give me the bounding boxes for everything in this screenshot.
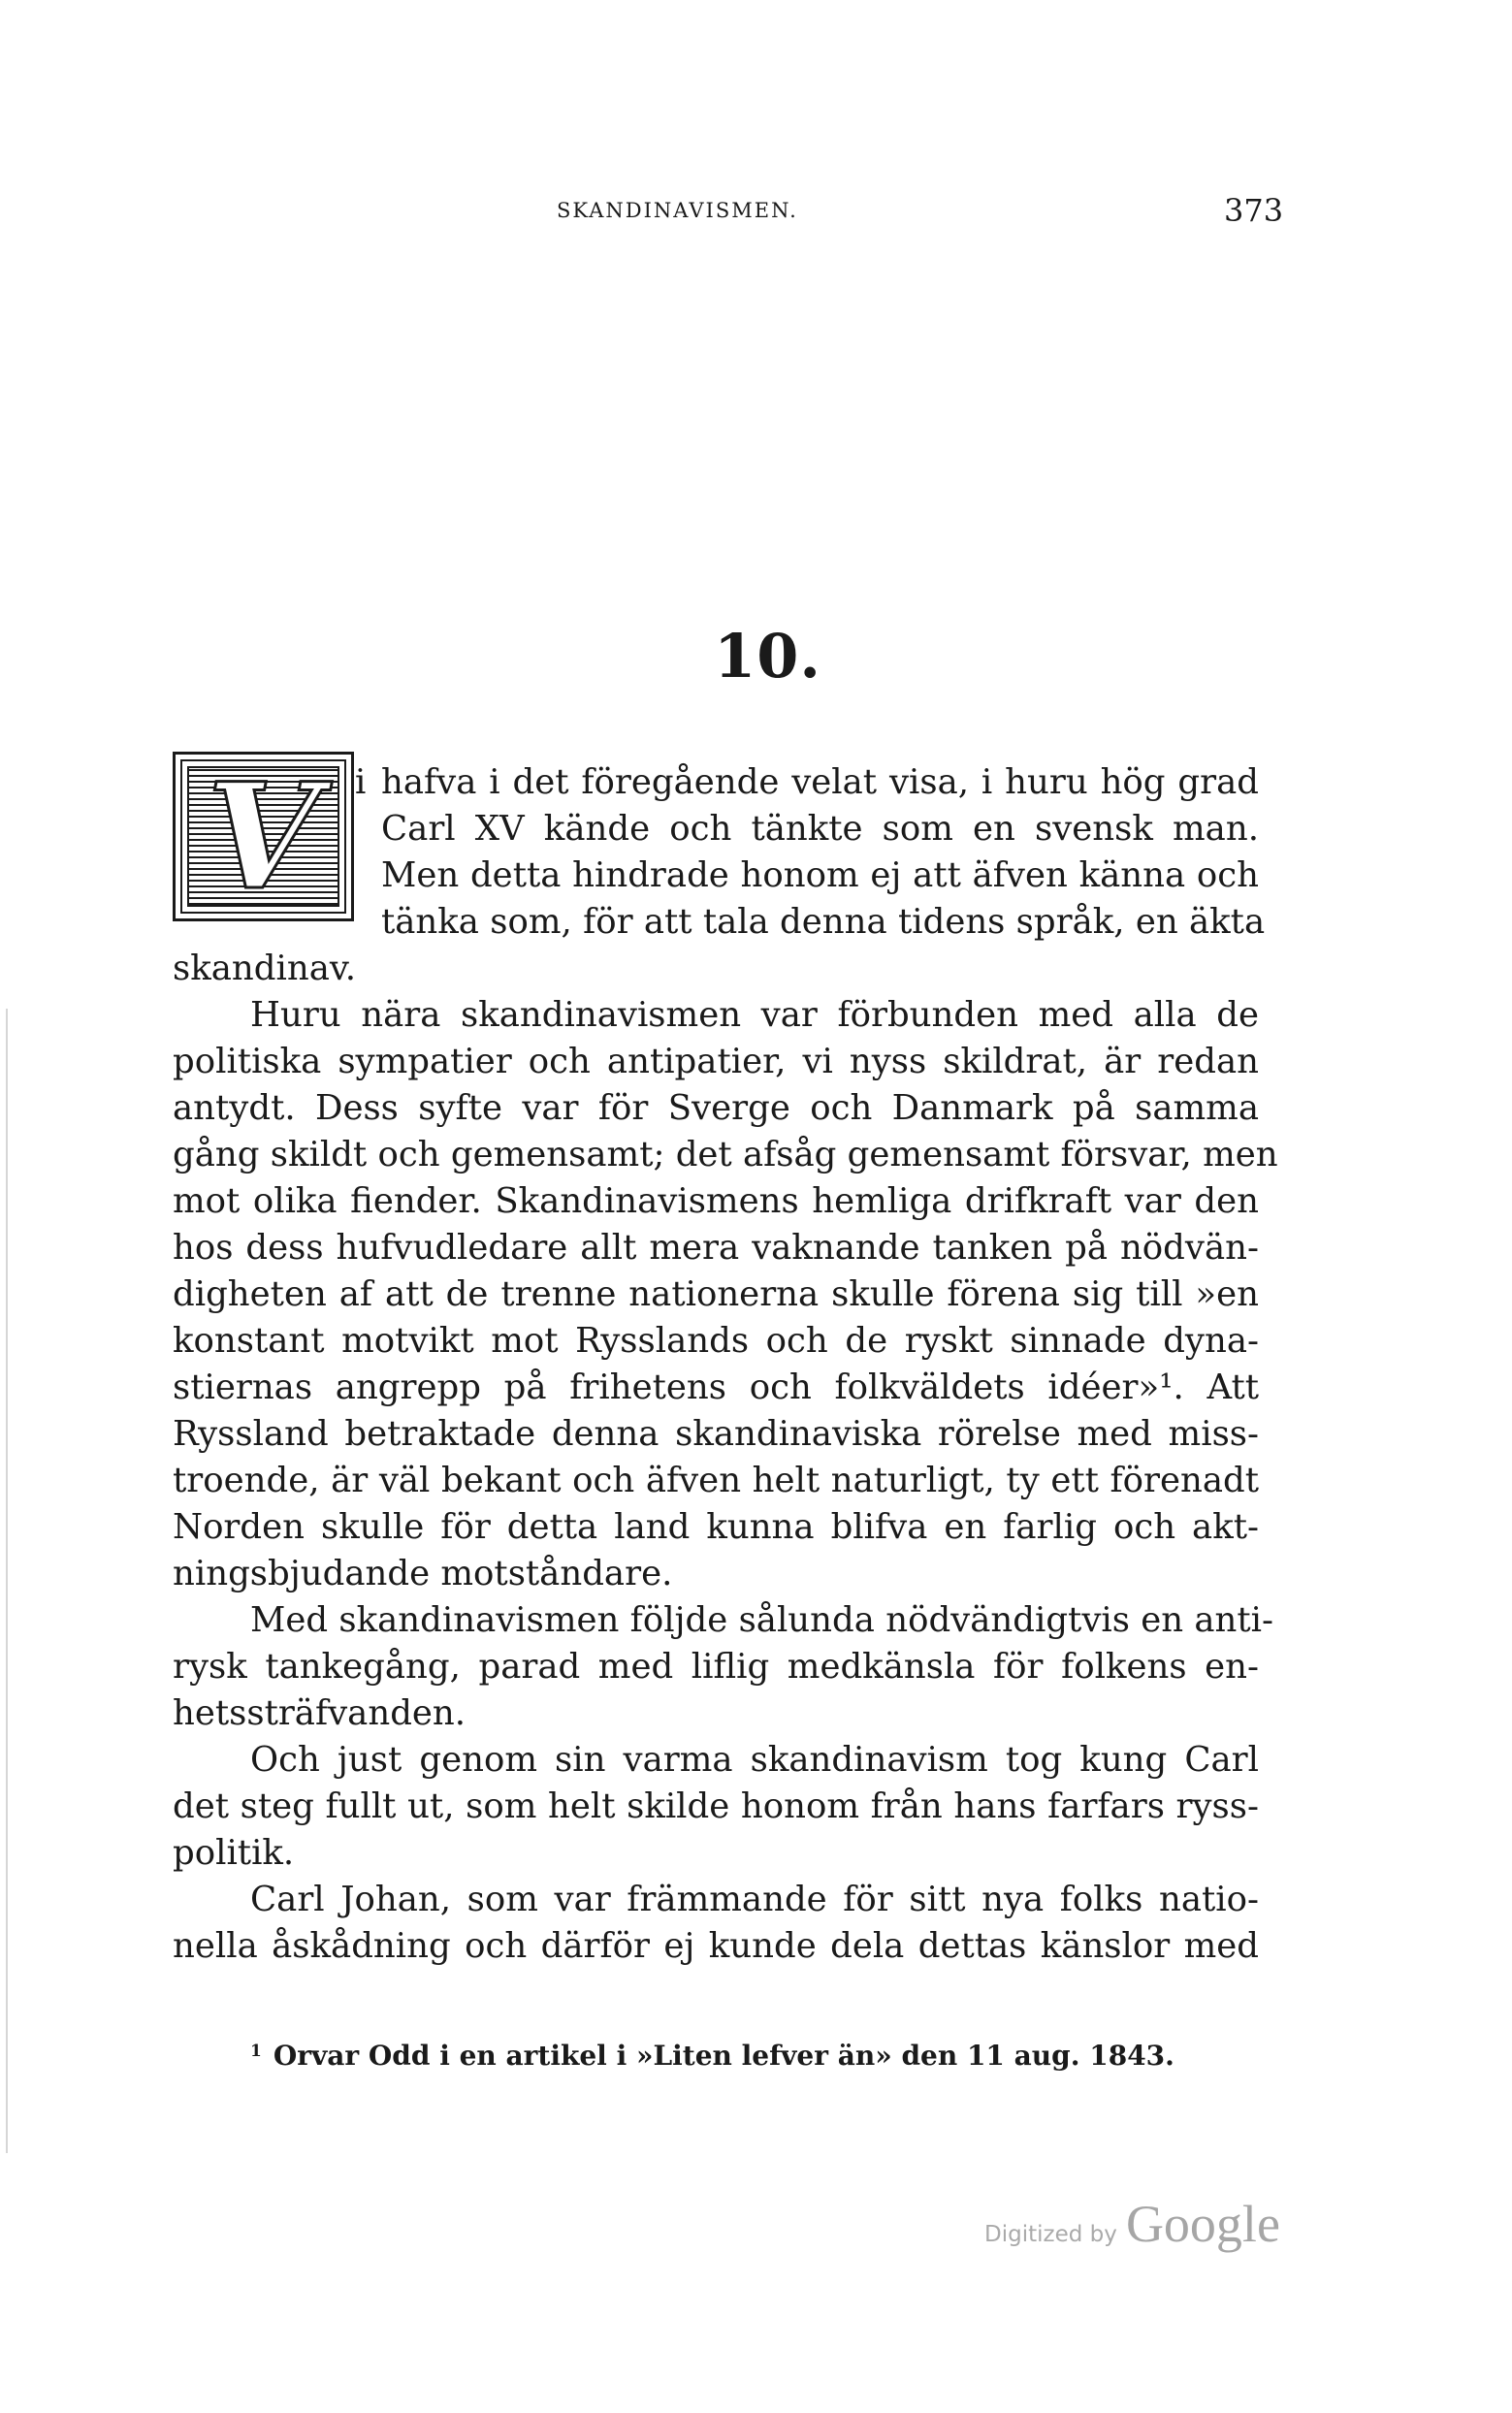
body-line: mot olika fiender. Skandinavismens hemliga drifkraft var den bbox=[173, 1181, 1259, 1221]
body-line: Norden skulle för detta land kunna blifva en farlig och akt- bbox=[173, 1507, 1259, 1547]
footnote-text: Orvar Odd i en artikel i »Liten lefver än» den 11 aug. 1843. bbox=[273, 2040, 1174, 2072]
body-line: troende, är väl bekant och äfven helt naturligt, ty ett förenadt bbox=[173, 1461, 1259, 1500]
running-head: SKANDINAVISMEN. bbox=[557, 199, 798, 222]
body-line: Huru nära skandinavismen var förbunden med alla de bbox=[250, 995, 1259, 1035]
body-line: hos dess hufvudledare allt mera vaknande tanken på nödvän- bbox=[173, 1228, 1259, 1268]
watermark-brand: Google bbox=[1125, 2195, 1280, 2253]
footnote bbox=[250, 2040, 1174, 2072]
body-line: hetssträfvanden. bbox=[173, 1693, 466, 1733]
body-line: Carl Johan, som var främmande för sitt nya folks natio- bbox=[250, 1880, 1259, 1919]
digitized-watermark bbox=[984, 2194, 1280, 2254]
footnote-marker: 1 bbox=[250, 2042, 262, 2061]
body-line: Men detta hindrade honom ej att äfven känna och bbox=[381, 855, 1259, 895]
watermark-prefix: Digitized by bbox=[984, 2222, 1117, 2247]
body-line: Med skandinavismen följde sålunda nödvändigtvis en anti- bbox=[250, 1600, 1274, 1640]
body-line: stiernas angrepp på frihetens och folkväldets idéer»¹. Att bbox=[173, 1367, 1259, 1407]
drop-cap-letter: V bbox=[207, 751, 320, 922]
body-line: rysk tankegång, parad med liflig medkänsla för folkens en- bbox=[173, 1647, 1259, 1687]
body-line: gång skildt och gemensamt; det afsåg gemensamt försvar, men bbox=[173, 1135, 1278, 1174]
body-line: Ryssland betraktade denna skandinaviska rörelse med miss- bbox=[173, 1414, 1259, 1454]
scan-edge bbox=[6, 1009, 8, 2153]
body-line: hafva i det föregående velat visa, i huru hög grad bbox=[381, 762, 1259, 802]
body-line: tänka som, för att tala denna tidens språk, en äkta bbox=[381, 902, 1266, 942]
body-line: politiska sympatier och antipatier, vi nyss skildrat, är redan bbox=[173, 1042, 1259, 1081]
body-line: skandinav. bbox=[173, 949, 356, 988]
body-line: konstant motvikt mot Rysslands och de ryskt sinnade dyna- bbox=[173, 1321, 1259, 1361]
body-line: antydt. Dess syfte var för Sverge och Danmark på samma bbox=[173, 1088, 1259, 1128]
body-line: Carl XV kände och tänkte som en svensk man. bbox=[381, 809, 1259, 849]
body-line: det steg fullt ut, som helt skilde honom från hans farfars ryss- bbox=[173, 1786, 1259, 1826]
drop-cap bbox=[173, 752, 354, 921]
page-number: 373 bbox=[1224, 192, 1284, 229]
body-line: politik. bbox=[173, 1833, 295, 1873]
body-line: digheten af att de trenne nationerna skulle förena sig till »en bbox=[173, 1274, 1259, 1314]
body-line: Och just genom sin varma skandinavism tog kung Carl bbox=[250, 1740, 1259, 1780]
chapter-number: 10. bbox=[714, 621, 821, 692]
body-line: ningsbjudande motståndare. bbox=[173, 1554, 673, 1593]
body-line: nella åskådning och därför ej kunde dela dettas känslor med bbox=[173, 1926, 1259, 1966]
drop-cap-continuation: i bbox=[355, 762, 367, 802]
